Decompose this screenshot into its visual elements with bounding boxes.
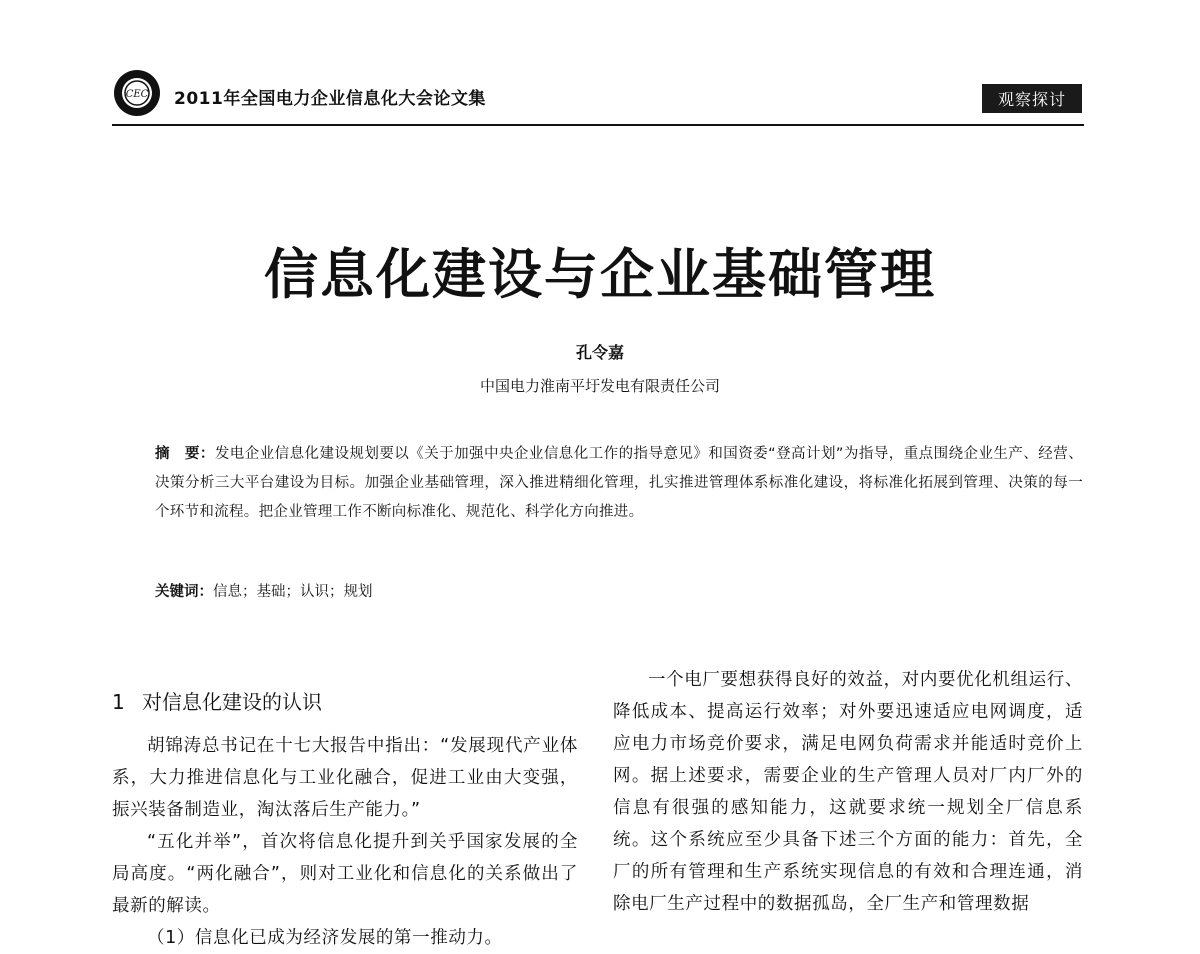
right-column [613,664,1083,920]
paragraph: （1）信息化已成为经济发展的第一推动力。 [147,928,503,948]
svg-text:CEC: CEC [125,89,149,100]
section-title: 对信息化建设的认识 [142,690,322,714]
section-heading [112,684,578,720]
right-column-body [613,664,1083,920]
paragraph: 一个电厂要想获得良好的效益，对内要优化机组运行、降低成本、提高运行效率；对外要迅速适应电网调度，适应电力市场竞价要求，满足电网负荷需求并能适时竞价上网。据上述要求，需要企业的生产管理人员对厂内厂外的信息有很强的感知能力，这就要求统一规划全厂信息系统。这个系统应至少具备下述三个方面的能力：首先，全厂的所有管理和生产系统实现信息的有效和合理连通，消除电厂生产过程中的数据孤岛，全厂生产和管理数据 [613,670,1083,914]
left-column [112,684,578,954]
abstract [155,440,1083,527]
section-body [112,730,578,954]
keywords [155,578,1083,607]
page-header [112,66,1082,126]
abstract-label: 摘 要： [155,446,215,462]
header-rule [112,124,1084,126]
cec-logo-icon [112,68,162,118]
abstract-text: 发电企业信息化建设规划要以《关于加强中央企业信息化工作的指导意见》和国资委“登高计划”为指导，重点围绕企业生产、经营、决策分析三大平台建设为目标。加强企业基础管理，深入推进精细化管理，扎实推进管理体系标准化建设，将标准化拓展到管理、决策的每一个环节和流程。把企业管理工作不断向标准化、规范化、科学化方向推进。 [155,446,1084,520]
proceedings-title: 2011年全国电力企业信息化大会论文集 [174,89,486,109]
paper-author: 孔令嘉 [575,343,624,362]
section-badge: 观察探讨 [982,84,1082,113]
paper-title: 信息化建设与企业基础管理 [264,242,936,306]
keywords-label: 关键词： [155,584,213,600]
paper-affiliation: 中国电力淮南平圩发电有限责任公司 [479,377,720,395]
section-number: 1 [112,690,125,714]
keywords-text: 信息；基础；认识；规划 [213,584,373,600]
paragraph: “五化并举”，首次将信息化提升到关乎国家发展的全局高度。“两化融合”，则对工业化和信息化的关系做出了最新的解读。 [112,832,578,916]
paragraph: 胡锦涛总书记在十七大报告中指出：“发展现代产业体系，大力推进信息化与工业化融合，促进工业由大变强，振兴装备制造业，淘汰落后生产能力。” [112,736,578,820]
